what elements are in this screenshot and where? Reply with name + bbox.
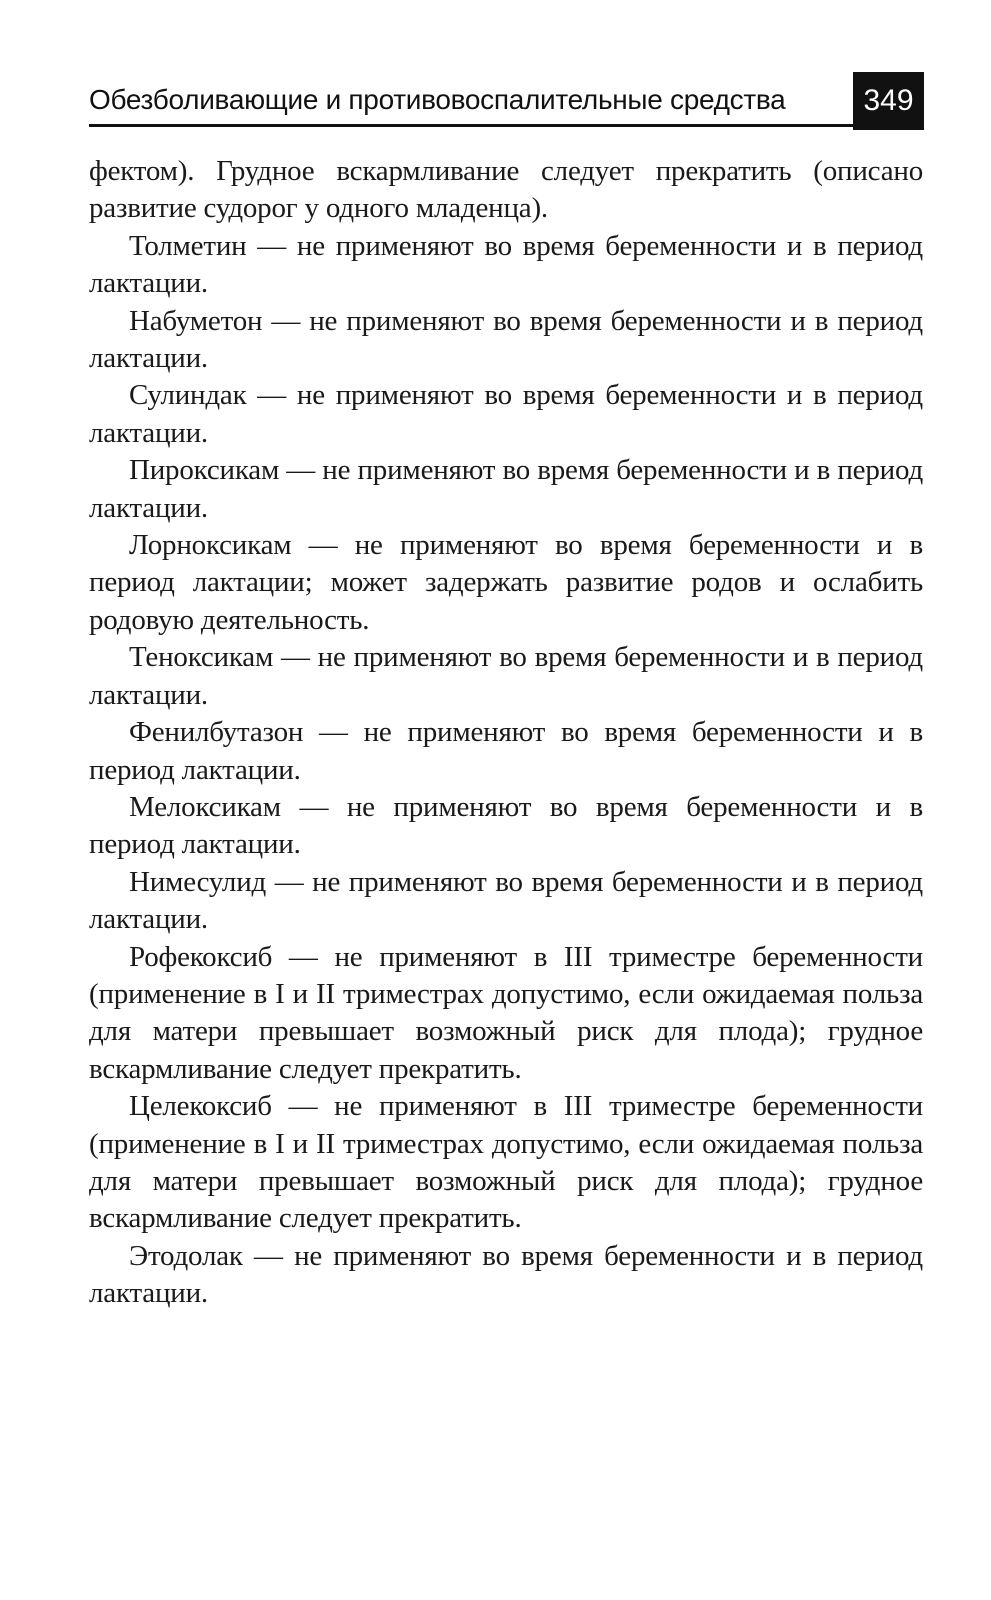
paragraph-nimesulid: Нимесулид — не применяют во время беременности и в период лактации. [89,865,923,936]
running-head [89,72,942,130]
paragraph-nabumeton: Набуметон — не применяют во время беременности и в период лактации. [89,304,923,375]
paragraph-sulindak: Сулиндак — не применяют во время беременности и в период лактации. [89,379,923,449]
paragraph-meloksikam: Мелоксикам — не применяют во время беременности и в период лактации. [89,790,923,861]
page-number: 349 [853,72,924,130]
body-text [89,153,923,1313]
paragraph-fenilbutazon: Фенилбутазон — не применяют во время беременности и в период лактации. [89,716,923,786]
paragraph-lornoksikam: Лорноксикам — не применяют во время беременности и в период лактации; может задержать развитие родов и ослабить родовую деятельность. [89,529,923,636]
running-title: Обезболивающие и противовоспалительные средства [89,84,786,115]
paragraph-etodolak: Этодолак — не применяют во время беременности и в период лактации. [89,1239,923,1310]
paragraph-continuation: фектом). Грудное вскармливание следует прекратить (описано развитие судорог у одного младенца). [89,155,923,225]
paragraph-tenoksikam: Теноксикам — не применяют во время беременности и в период лактации. [89,641,923,711]
header-rule [89,124,853,127]
paragraph-rofekoksib: Рофекоксиб — не применяют в III триместре беременности (применение в I и II триместрах допустимо, если ожидаемая польза для матери превышает возможный риск для плода); грудное вскармливание следует прекратить. [89,940,923,1085]
paragraph-celekoksib: Целекоксиб — не применяют в III триместре беременности (применение в I и II триместрах допустимо, если ожидаемая польза для матери превышает возможный риск для плода); грудное вскармливание следует прекратить. [89,1090,923,1235]
paragraph-tolmetin: Толметин — не применяют во время беременности и в период лактации. [89,229,923,300]
paragraph-piroksikam: Пироксикам — не применяют во время беременности и в период лактации. [89,454,923,524]
